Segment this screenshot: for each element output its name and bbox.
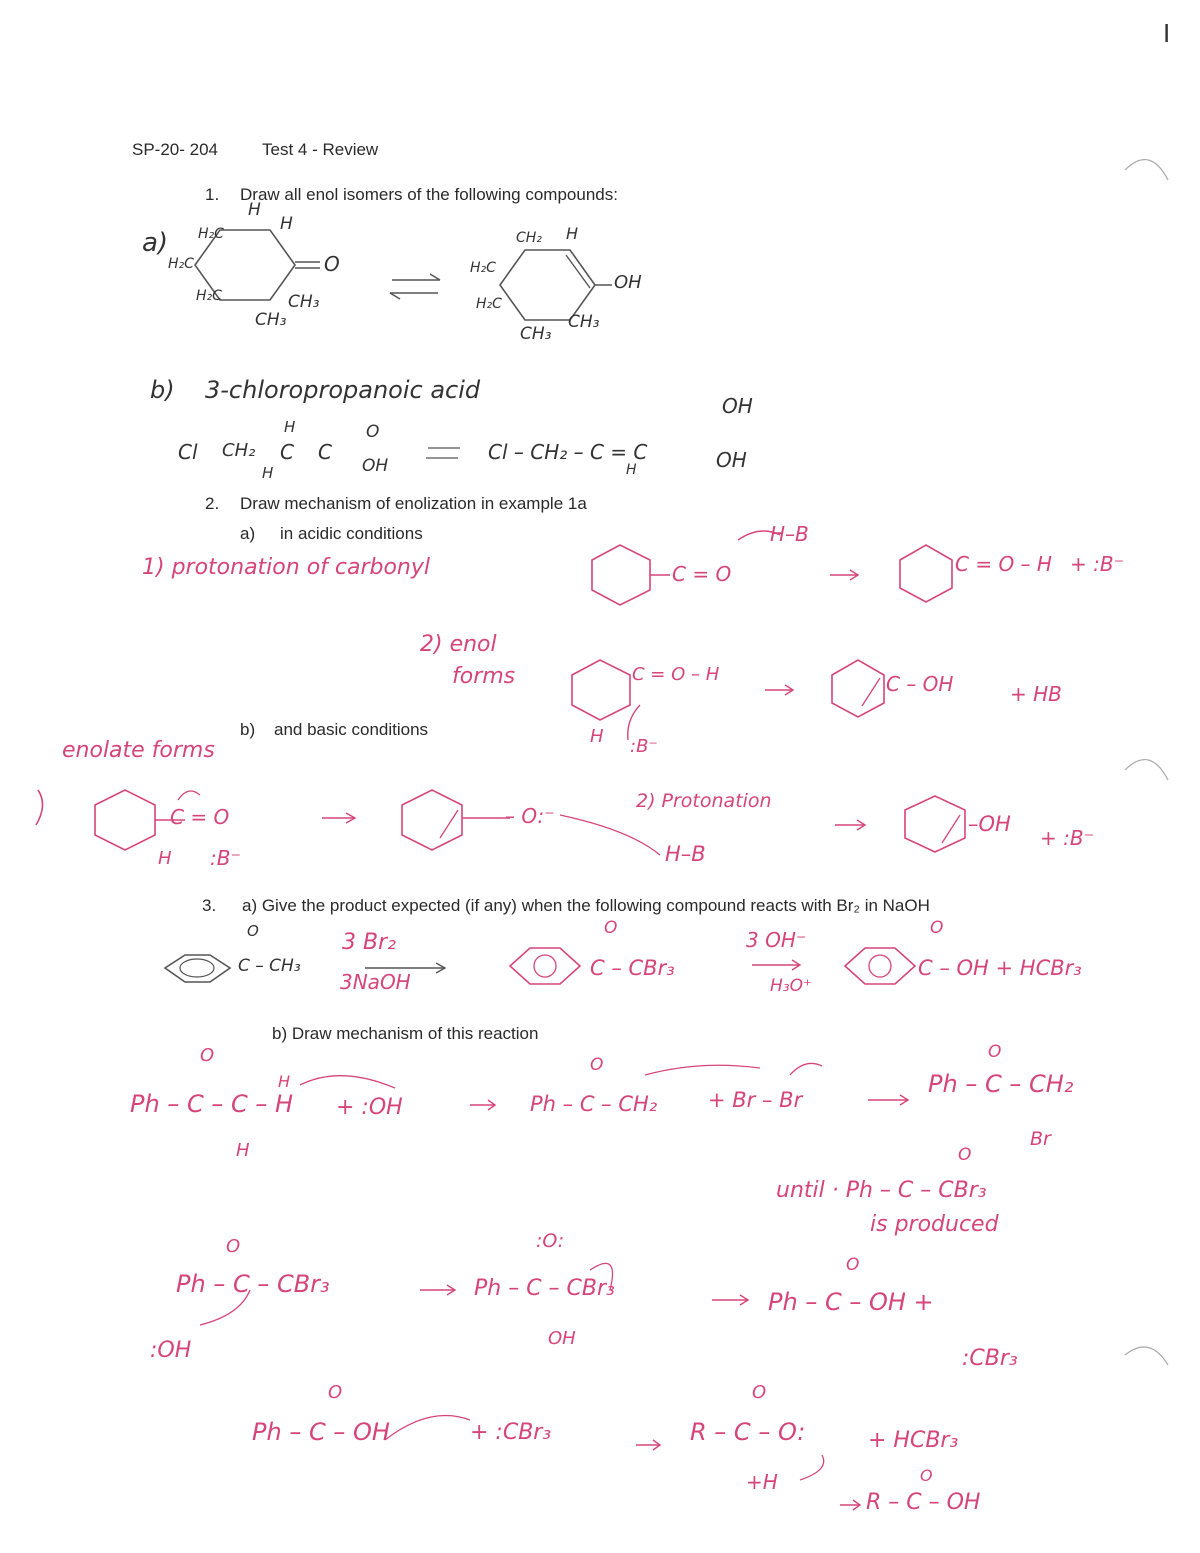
q3-benzene-3: [845, 948, 915, 984]
page-title: Test 4 - Review: [262, 140, 379, 159]
q3-reagents2-top: 3 OH⁻: [746, 928, 807, 952]
q3-product: C – OH + HCBr₃: [918, 956, 1082, 980]
base-ring-2: [402, 790, 462, 850]
mech-curved-arrow-2: [645, 1065, 760, 1075]
q1a-right-h2c-1: H₂C: [470, 260, 496, 276]
acid-ring-1: [592, 545, 650, 605]
mech-r2c: Ph – C – OH +: [768, 1288, 934, 1316]
mech-r3-final: R – C – OH: [866, 1490, 981, 1515]
q1-number: 1.: [205, 185, 220, 204]
mech-r1b-o: O: [590, 1055, 604, 1075]
q2b-text: and basic conditions: [274, 720, 429, 739]
q1b-name: 3-chloropropanoic acid: [205, 376, 481, 404]
mech-r2c-o: O: [846, 1255, 860, 1275]
q1b-label: b): [150, 376, 175, 404]
q3-reactant: C – CH₃: [238, 956, 301, 976]
mech-r1b: Ph – C – CH₂: [530, 1092, 658, 1116]
acid-step2-b: :B⁻: [630, 736, 658, 757]
q2-prompt: Draw mechanism of enolization in example 1a: [240, 494, 587, 513]
base-step2-label: 2) Protonation: [636, 790, 772, 812]
q1a-left-h2c-1: H₂C: [198, 226, 224, 242]
q1b-right-oh2: OH: [716, 448, 747, 472]
q1b-left-ch2: CH₂: [222, 440, 256, 461]
q3-reagents-bot: 3NaOH: [340, 970, 411, 994]
page-mark: I: [1163, 18, 1171, 48]
mech-r3-hcbr: + HCBr₃: [868, 1428, 959, 1453]
base-product-oh: –OH: [968, 812, 1011, 836]
q1a-left-o: O: [324, 252, 340, 276]
mech-r2b-oh: OH: [548, 1328, 576, 1349]
q1a-right-h: H: [566, 224, 579, 243]
q1a-label: a): [142, 228, 169, 258]
mech-r1a-o: O: [200, 1045, 215, 1066]
acid-step2-hb: + HB: [1010, 682, 1062, 706]
base-curved-arrow: [560, 815, 660, 855]
mech-r1c: Ph – C – CH₂: [928, 1070, 1074, 1098]
acid-ring-4: [832, 660, 884, 717]
q1a-left-ch3-b: CH₃: [255, 310, 287, 330]
q3a-prompt: a) Give the product expected (if any) when the following compound reacts with Br₂ in NaOH: [242, 896, 930, 915]
base-enolate-label: enolate forms: [62, 738, 215, 763]
acid-step2-label-2: forms: [452, 664, 516, 689]
mech-r1c-o: O: [988, 1042, 1002, 1062]
q1a-left-hc: H₂C: [196, 288, 222, 304]
q3-intermediate-o: O: [604, 918, 618, 938]
acid-step1-reagent: H–B: [770, 522, 809, 546]
q3-reagents-top: 3 Br₂: [342, 930, 396, 955]
q1b-left-cl: Cl: [178, 440, 198, 464]
mech-r3-h: +H: [746, 1470, 778, 1494]
base-ring-1: [95, 790, 155, 850]
acid-step1-product: C = O – H: [955, 552, 1052, 576]
q1b-left-h-bot: H: [262, 464, 274, 482]
course-code: SP-20- 204: [132, 140, 218, 159]
q1a-right-ch2: CH₂: [516, 230, 542, 246]
mech-curved-arrow-5: [385, 1416, 470, 1441]
mech-r2a-o: O: [226, 1236, 241, 1257]
q3-reactant-o: O: [247, 922, 259, 940]
acid-ring-3: [572, 660, 630, 720]
acid-step1-c: C = O: [672, 562, 732, 586]
base-step2-hb: H–B: [665, 842, 706, 866]
mech-r2b: Ph – C – CBr₃: [474, 1276, 615, 1301]
q2a-label: a): [240, 524, 256, 543]
q1a-left-h-top: H: [248, 200, 261, 220]
mech-r1-oh: + :OH: [336, 1095, 403, 1120]
mech-r2a-oh: :OH: [150, 1338, 192, 1363]
q1b-left-c2: C: [318, 440, 332, 464]
q3-number: 3.: [202, 896, 217, 915]
q1a-right-ch3-a: CH₃: [568, 312, 600, 332]
base-step1-b: :B⁻: [210, 846, 242, 870]
base-step1-o: C = O: [170, 805, 230, 829]
mech-r2c-cbr: :CBr₃: [962, 1346, 1018, 1371]
acid-step2-label-1: 2) enol: [420, 632, 497, 657]
q3-reagents2-bot: H₃O⁺: [770, 976, 812, 996]
q3-product-o: O: [930, 918, 944, 938]
q3-benzene-2: [510, 948, 580, 984]
q1a-left-h-top2: H: [280, 214, 293, 234]
mech-r2b-o: :O:: [536, 1230, 565, 1252]
mech-curved-arrow-1: [300, 1076, 395, 1088]
mech-r1a-h2: H: [236, 1140, 250, 1161]
mech-r1a-h1: H: [278, 1072, 291, 1091]
q1a-right-h2c-2: H₂C: [476, 296, 502, 312]
q1a-right-ring: [500, 250, 595, 320]
q1-prompt: Draw all enol isomers of the following compounds:: [240, 185, 618, 204]
acid-step1-base: + :B⁻: [1070, 552, 1125, 576]
mech-until-o: O: [958, 1145, 972, 1165]
q3b-prompt: b) Draw mechanism of this reaction: [272, 1024, 539, 1043]
q1b-left-h-top: H: [284, 418, 296, 436]
mech-until-1: until · Ph – C – CBr₃: [776, 1178, 987, 1203]
mech-r1a: Ph – C – C – H: [130, 1090, 294, 1118]
q1b-right-chain: Cl – CH₂ – C = C: [488, 440, 648, 464]
mech-r3-cbr: + :CBr₃: [470, 1420, 552, 1445]
q1b-right-oh1: OH: [722, 394, 753, 418]
base-product-b: + :B⁻: [1040, 826, 1095, 850]
acid-step2-oh: C = O – H: [632, 664, 720, 685]
q2-number: 2.: [205, 494, 220, 513]
mech-r1c-br: Br: [1030, 1128, 1051, 1150]
mech-r3a-o: O: [328, 1382, 343, 1403]
q1b-left-o: O: [366, 422, 380, 442]
mech-r3b-o: O: [752, 1382, 767, 1403]
base-ring-3: [905, 796, 965, 852]
acid-step2-product: C – OH: [886, 672, 954, 696]
q1a-right-oh: OH: [614, 272, 642, 293]
mech-r3b: R – C – O:: [690, 1418, 806, 1446]
mech-r1-br: + Br – Br: [708, 1088, 803, 1112]
base-enolate-o: – O:⁻: [505, 804, 555, 828]
mech-r3a: Ph – C – OH: [252, 1418, 390, 1446]
q1b-right-h: H: [626, 462, 637, 478]
q1a-left-ch3-a: CH₃: [288, 292, 320, 312]
acid-step2-h: H: [590, 726, 604, 747]
mech-r3-final-o: O: [920, 1466, 933, 1485]
q3-intermediate: C – CBr₃: [590, 956, 675, 980]
acid-step1-label: 1) protonation of carbonyl: [142, 555, 431, 580]
mech-r2a: Ph – C – CBr₃: [176, 1270, 330, 1298]
q2a-text: in acidic conditions: [280, 524, 423, 543]
q2b-label: b): [240, 720, 256, 739]
base-margin-mark: [36, 790, 43, 825]
mech-until-2: is produced: [870, 1212, 999, 1237]
q1a-left-h2c-2: H₂C: [168, 256, 194, 272]
acid-ring-2: [900, 545, 952, 602]
q1a-right-ch3-b: CH₃: [520, 324, 552, 344]
q1b-left-c: C: [280, 440, 294, 464]
q1b-left-oh: OH: [362, 456, 389, 476]
base-step1-h: H: [158, 848, 172, 869]
